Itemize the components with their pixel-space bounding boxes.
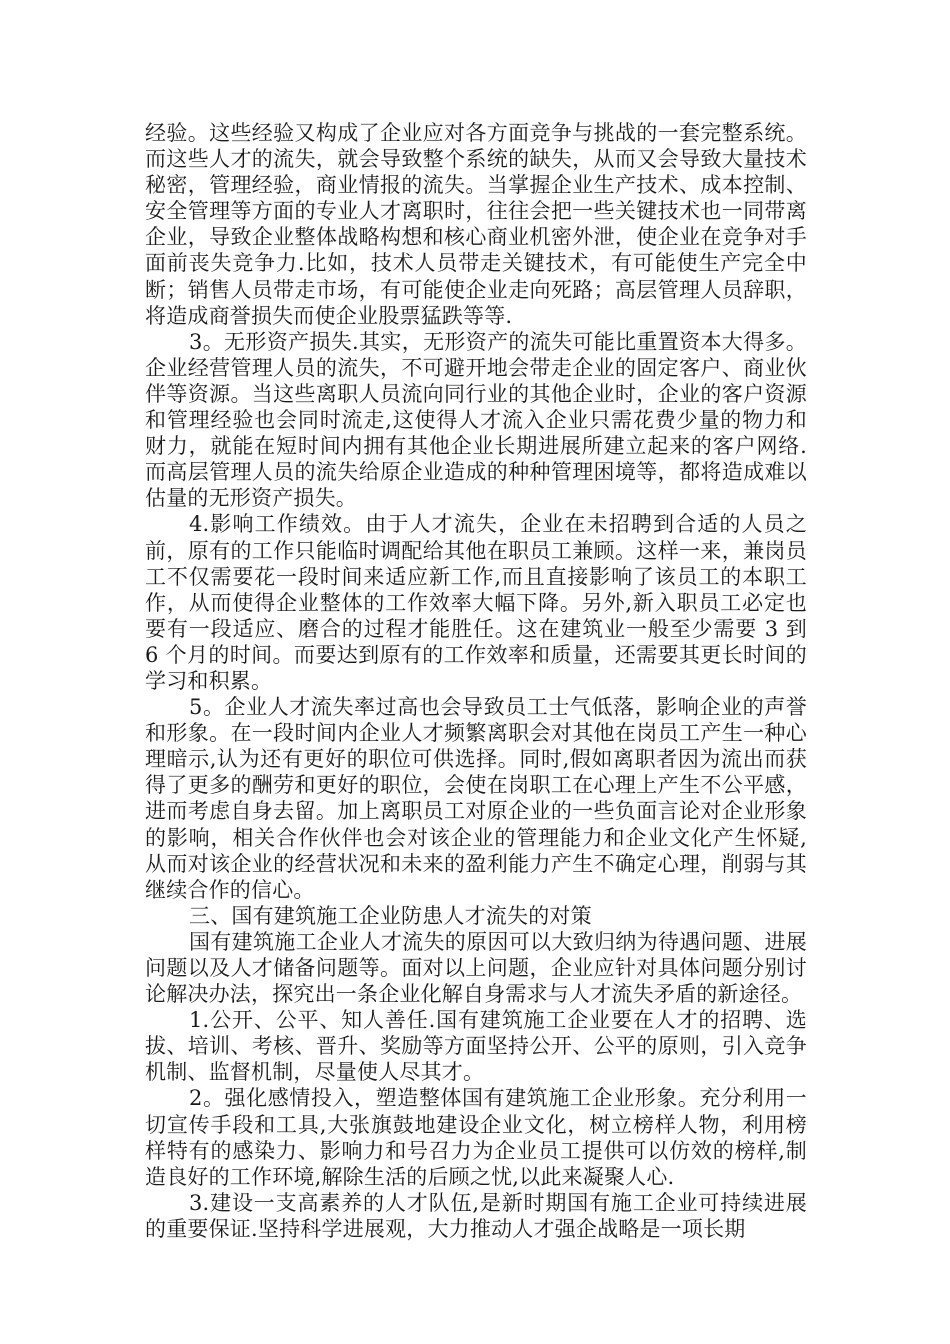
paragraph-intangible-asset-loss: 3。无形资产损失.其实，无形资产的流失可能比重置资本大得多。企业经营管理人员的流失，不可避开地会带走企业的固定客户、商业伙伴等资源。当这些离职人员流向同行业的其他企业时，企业的客户资源和管理经验也会同时流走,这使得人才流入企业只需花费少量的物力和财力，就能在短时间内拥有其他企业长期进展所建立起来的客户网络.而高层管理人员的流失给原企业造成的种种管理困境等，都将造成难以估量的无形资产损失。 (145, 329, 807, 511)
paragraph-continuation-experience-loss: 经验。这些经验又构成了企业应对各方面竞争与挑战的一套完整系统。而这些人才的流失，就会导致整个系统的缺失，从而又会导致大量技术秘密，管理经验，商业情报的流失。当掌握企业生产技术、成本控制、安全管理等方面的专业人才离职时，往往会把一些关键技术也一同带离企业，导致企业整体战略构想和核心商业机密外泄，使企业在竞争对手面前丧失竞争力.比如，技术人员带走关键技术，有可能使生产完全中断；销售人员带走市场，有可能使企业走向死路；高层管理人员辞职，将造成商誉损失而使企业股票猛跌等等. (145, 121, 807, 328)
paragraph-emotional-investment: 2。强化感情投入，塑造整体国有建筑施工企业形象。充分利用一切宣传手段和工具,大张旗鼓地建设企业文化，树立榜样人物，利用榜样特有的感染力、影响力和号召力为企业员工提供可以仿效的榜样,制造良好的工作环境,解除生活的后顾之忧,以此来凝聚人心. (145, 1086, 807, 1189)
paragraph-openness-fairness: 1.公开、公平、知人善任.国有建筑施工企业要在人才的招聘、选拔、培训、考核、晋升、奖励等方面坚持公开、公平的原则，引入竞争机制、监督机制，尽量使人尽其才。 (145, 1008, 807, 1085)
paragraph-work-performance-impact: 4.影响工作绩效。由于人才流失，企业在未招聘到合适的人员之前，原有的工作只能临时调配给其他在职员工兼顾。这样一来，兼岗员工不仅需要花一段时间来适应新工作,而且直接影响了该员工的本职工作，从而使得企业整体的工作效率大幅下降。另外,新入职员工必定也要有一段适应、磨合的过程才能胜任。这在建筑业一般至少需要 3 到 6 个月的时间。而要达到原有的工作效率和质量，还需要其更长时间的学习和积累。 (145, 512, 807, 693)
document-page (145, 120, 807, 1242)
paragraph-morale-and-reputation: 5。企业人才流失率过高也会导致员工士气低落，影响企业的声誉和形象。在一段时间内企业人才频繁离职会对其他在岗员工产生一种心理暗示,认为还有更好的职位可供选择。同时,假如离职者因为流出而获得了更多的酬劳和更好的职位，会使在岗职工在心理上产生不公平感，进而考虑自身去留。加上离职员工对原企业的一些负面言论对企业形象的影响，相关合作伙伴也会对该企业的管理能力和企业文化产生怀疑,从而对该企业的经营状况和未来的盈利能力产生不确定心理，削弱与其继续合作的信心。 (145, 695, 807, 902)
paragraph-talent-team-building: 3.建设一支高素养的人才队伍,是新时期国有施工企业可持续进展的重要保证.坚持科学进展观，大力推动人才强企战略是一项长期 (145, 1190, 807, 1241)
paragraph-countermeasures-intro: 国有建筑施工企业人才流失的原因可以大致归纳为待遇问题、进展问题以及人才储备问题等。面对以上问题，企业应针对具体问题分别讨论解决办法，探究出一条企业化解自身需求与人才流失矛盾的新途径。 (145, 929, 807, 1007)
section-heading-countermeasures: 三、国有建筑施工企业防患人才流失的对策 (189, 903, 592, 928)
